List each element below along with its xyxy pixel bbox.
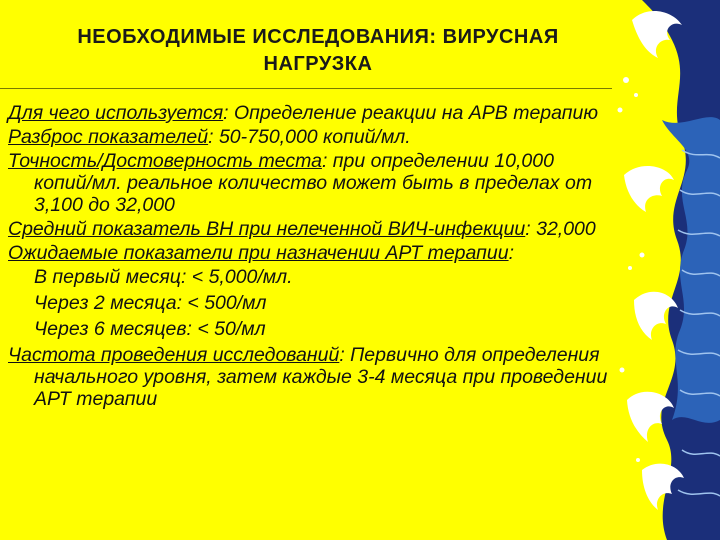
bullet-label: Частота проведения исследований [8, 344, 340, 366]
bullet-range [8, 126, 613, 148]
sub-item-month-6: Через 6 месяцев: < 50/мл [34, 318, 266, 340]
bullet-purpose [8, 102, 613, 124]
wave-decoration-icon [612, 0, 720, 540]
bullet-average [8, 218, 613, 240]
bullet-label: Для чего используется [8, 102, 224, 124]
bullet-text: : при определении 10,000 копий/мл. реальное количество может быть в пределах от 3,100 до 32,000 [34, 150, 593, 216]
bullet-text: : Первично для определения начального уровня, затем каждые 3-4 месяца при проведении АРТ терапии [34, 344, 608, 410]
bullet-text: : Определение реакции на АРВ терапию [223, 102, 599, 124]
bullet-frequency [8, 344, 613, 410]
bullet-label: Ожидаемые показатели при назначении АРТ терапии [8, 242, 509, 264]
sub-item-month-2: Через 2 месяца: < 500/мл [34, 292, 267, 314]
bullet-expected [8, 242, 613, 264]
bullet-label: Разброс показателей [8, 126, 209, 148]
slide-body [8, 102, 613, 412]
title-line-1: НЕОБХОДИМЫЕ ИССЛЕДОВАНИЯ: ВИРУСНАЯ [77, 26, 559, 48]
sub-item-month-1: В первый месяц: < 5,000/мл. [34, 266, 293, 288]
bullet-accuracy [8, 150, 613, 216]
bullet-text: : [508, 242, 514, 264]
title-line-2: НАГРУЗКА [263, 53, 373, 75]
title-divider [0, 88, 612, 89]
bullet-label: Точность/Достоверность теста [8, 150, 322, 172]
page-title [18, 24, 618, 78]
bullet-label: Средний показатель ВН при нелеченной ВИЧ-инфекции [8, 218, 526, 240]
bullet-text: : 50-750,000 копий/мл. [208, 126, 411, 148]
bullet-text: : 32,000 [525, 218, 596, 240]
